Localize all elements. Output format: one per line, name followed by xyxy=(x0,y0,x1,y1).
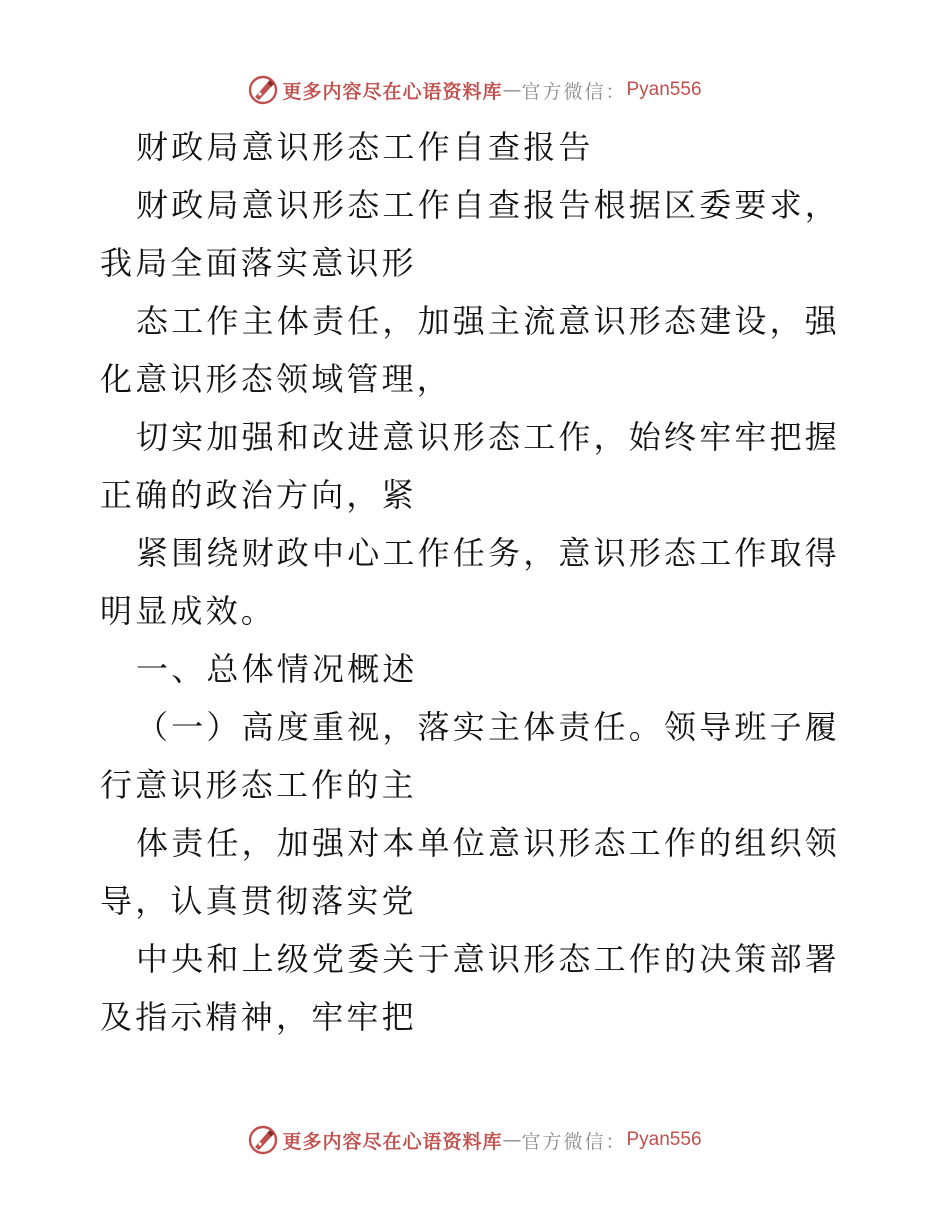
document-title: 财政局意识形态工作自查报告 xyxy=(136,128,594,166)
pen-nib-logo-icon xyxy=(248,1125,278,1155)
pen-nib-logo-icon xyxy=(248,75,278,105)
paragraph: （一）高度重视，落实主体责任。领导班子履行意识形态工作的主 xyxy=(100,708,841,804)
watermark-brand-text: 更多内容尽在心语资料库 xyxy=(282,80,503,103)
header-watermark xyxy=(0,70,950,110)
paragraph: 中央和上级党委关于意识形态工作的决策部署及指示精神，牢牢把 xyxy=(100,940,841,1036)
paragraph: 财政局意识形态工作自查报告根据区委要求，我局全面落实意识形 xyxy=(100,186,841,282)
paragraph: 态工作主体责任，加强主流意识形态建设，强化意识形态领域管理， xyxy=(100,302,841,398)
document-body xyxy=(100,118,852,1046)
watermark-brand-text: 更多内容尽在心语资料库 xyxy=(282,1130,503,1153)
watermark-separator: — xyxy=(502,79,522,101)
watermark-separator: — xyxy=(502,1129,522,1151)
watermark-wechat-id: Pyan556 xyxy=(626,1129,702,1150)
watermark-wechat-label: 官方微信： xyxy=(521,80,627,103)
paragraph: 体责任，加强对本单位意识形态工作的组织领导，认真贯彻落实党 xyxy=(100,824,841,920)
paragraph: 切实加强和改进意识形态工作，始终牢牢把握正确的政治方向，紧 xyxy=(100,418,841,514)
paragraph: 紧围绕财政中心工作任务，意识形态工作取得明显成效。 xyxy=(100,534,841,630)
footer-watermark xyxy=(0,1120,950,1160)
watermark-wechat-label: 官方微信： xyxy=(521,1130,627,1153)
watermark-wechat-id: Pyan556 xyxy=(626,79,702,100)
section-heading: 一、总体情况概述 xyxy=(136,650,418,688)
